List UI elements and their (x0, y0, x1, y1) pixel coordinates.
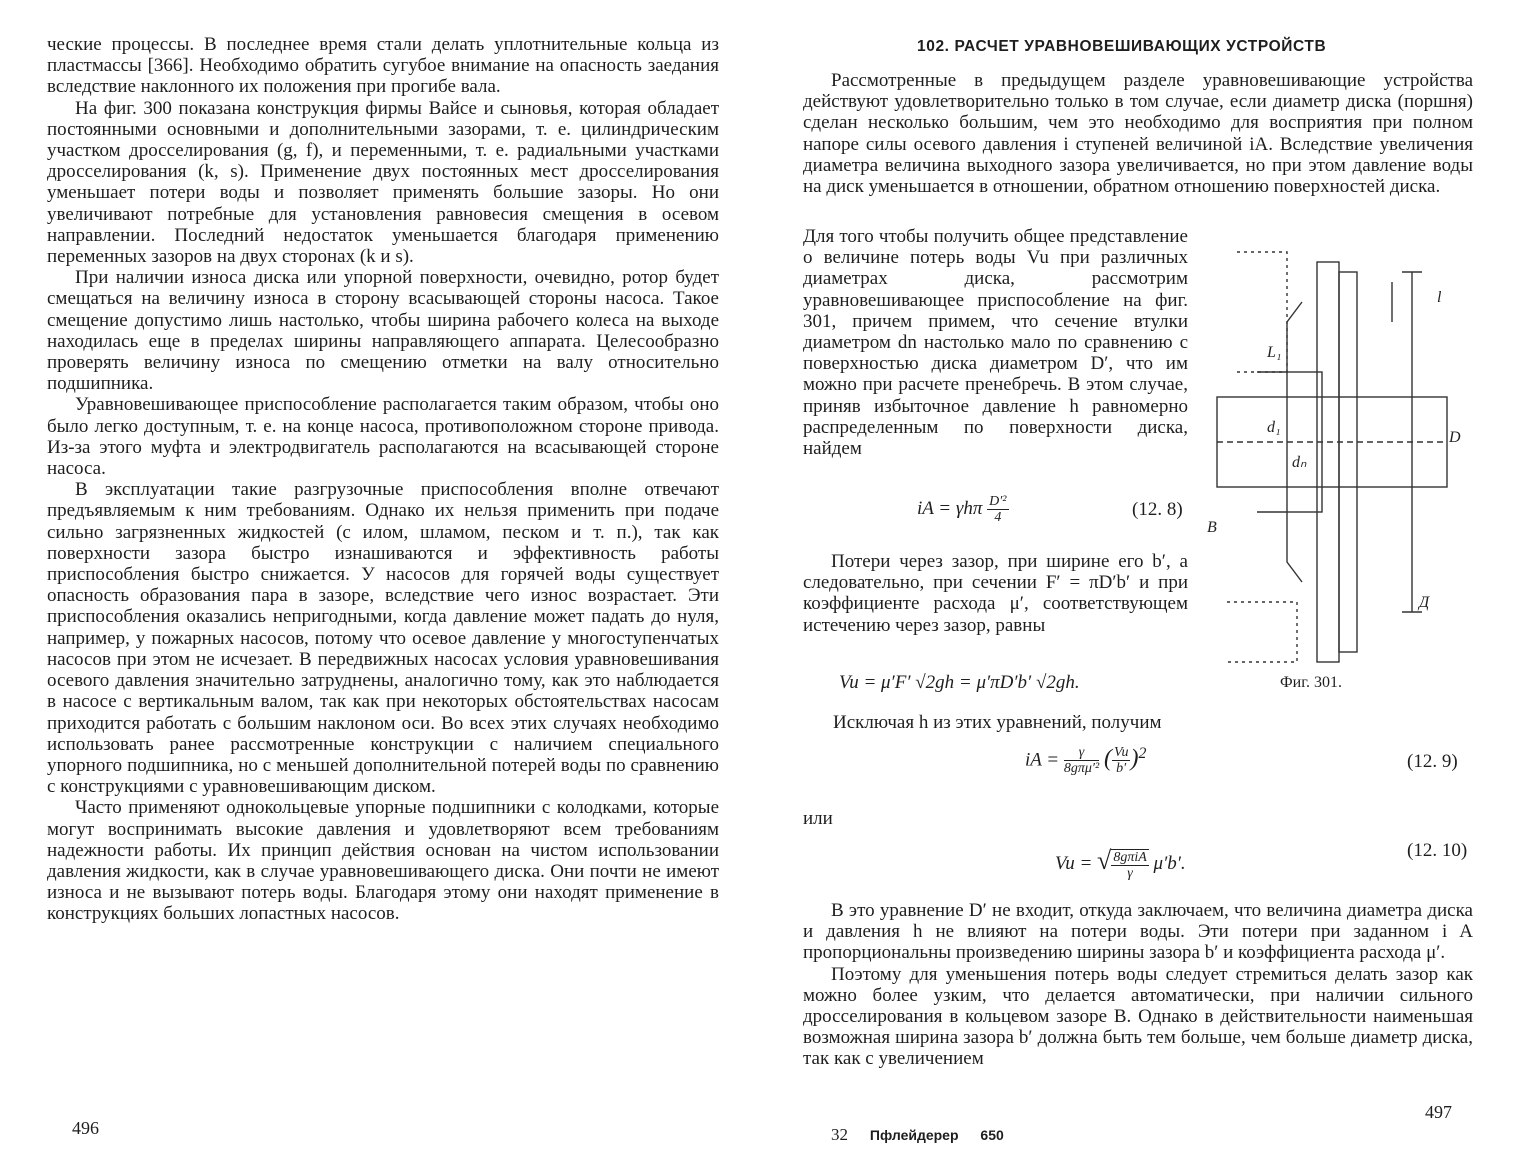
eq-tail: μ′b′. (1153, 853, 1186, 874)
paragraph: Исключая h из этих уравнений, получим (833, 712, 1162, 733)
figure-label: dₙ (1292, 454, 1307, 471)
figure-label: L₁ (1267, 344, 1282, 361)
fraction-denominator: 4 (994, 510, 1002, 525)
paragraph: Потери через зазор, при ширине его b′, а следовательно, при сечении F′ = πD′b′ и при коэффициенте расхода μ′, соответствующем истечению через зазор, равны (803, 551, 1188, 636)
equation-12-8 (917, 494, 1009, 525)
bottom-text-block (803, 900, 1473, 1070)
eq-paren-fraction (1112, 745, 1131, 776)
left-page (0, 0, 757, 1162)
paragraph: При наличии износа диска или упорной поверхности, очевидно, ротор будет смещаться на величину износа в сторону всасывающей стороны насоса. Такое смещение допустимо лишь настолько, чтобы ширина рабочего колеса на выходе находилась еще в пределах ширины направляющего аппарата. Целесообразно проверять величину износа по смещению отметки на валу относительно подшипника. (47, 267, 719, 395)
fraction-denominator: 8gπμ′² (1063, 761, 1100, 777)
narrow-text-block-2 (803, 551, 1188, 636)
fraction-numerator: Vu (1113, 745, 1129, 761)
paragraph: В это уравнение D′ не входит, откуда заключаем, что величина диаметра диска и давления h не влияют на потери воды. Эти потери при заданном i A пропорциональны произведению ширины зазора b′ и коэффициента расхода μ′. (803, 900, 1473, 964)
paragraph: Уравновешивающее приспособление располагается таким образом, чтобы оно было легко доступным, т. е. на конце насоса, противоположном стороне привода. Из-за этого муфта и электродвигатель располагаются на всасывающей стороне насоса. (47, 394, 719, 480)
figure-label: Д (1419, 594, 1430, 611)
figure-caption: Фиг. 301. (1280, 674, 1342, 691)
figure-label: B (1207, 519, 1217, 536)
page-number-right: 497 (1425, 1102, 1452, 1122)
narrow-text-block (803, 226, 1188, 459)
signature-number: 32 (831, 1125, 848, 1144)
connective-word: или (803, 808, 833, 829)
eq-fraction (987, 494, 1008, 525)
equation-12-10: Vu = √ $\frac{\text{8gπiA}}{\gamma}$ μ′b′. (1055, 846, 1186, 881)
figure-301-diagram (1197, 232, 1482, 672)
eq-lhs: iA = γhπ (917, 497, 983, 519)
figure-label: d₁ (1267, 419, 1281, 436)
paragraph: Часто применяют однокольцевые упорные подшипники с колодками, которые могут воспринимать высокие давления и удовлетворяют всем требованиям надежности работы. Их принцип действия основан на чистом использовании давления жидкости, как в случае уравновешивающего диска. Они почти не имеют износа и не вызывают потерь воды. Благодаря этому они находят применение в конструкциях больших лопастных насосов. (47, 797, 719, 925)
signature-code: 650 (980, 1127, 1004, 1143)
equation-number: (12. 9) (1407, 751, 1458, 772)
signature-footer (831, 1125, 1022, 1145)
paragraph: В эксплуатации такие разгрузочные приспособления вполне отвечают предъявляемым к ним требованиям. Однако их нельзя применить при подаче сильно загрязненных жидкостей (с илом, шламом, песком и т. п.), так как поверхности зазора быстро изнашиваются и эффективность работы приспособления быстро снижается. У насосов для горячей воды существует опасность образования пара в зазоре, вследствие чего износ возрастает. Эти приспособления оказались непригодными, когда давление может падать до нуля, например, у пожарных насосов, потому что осевое давление у многоступенчатых насосов при этом не исчезает. В передвижных насосах условия уравновешивания осевого давления значительно затруднены, аналогично тому, как это наблюдается в насосе с вертикальным валом, так как при некоторых обстоятельствах насосам приходится работать с большим наклоном оси. Во всех этих случаях необходимо использовать ранее рассмотренные конструкции с наличием специального упорного подшипника, но с меньшей дополнительной потерей воды по сравнению с конструкциями с уравновешивающим диском. (47, 479, 719, 798)
fraction-numerator: γ (1064, 745, 1099, 761)
equation-number: (12. 10) (1407, 840, 1468, 861)
equation-12-9: iA = $\frac{\gamma}{\text{8gπμ′²}}$ ( $\frac{Vu}{b'}$ )$^2$ (1025, 745, 1147, 777)
paragraph: На фиг. 300 показана конструкция фирмы Вайсе и сыновья, которая обладает постоянными основными и дополнительными зазорами, т. е. цилиндрическим участком дросселирования (g, f), и переменными, т. е. радиальными участками дросселирования (k, s). Применение двух постоянных мест дросселирования уменьшает потери воды и позволяет применять большие зазоры. Но они увеличивают потребные для установления равновесия смещения в осевом направлении. Последний недостаток уменьшается благодаря применению переменных зазоров на двух сторонах (k и s). (47, 97, 719, 268)
left-text-column (47, 34, 719, 925)
intro-block (803, 70, 1473, 197)
paragraph: Поэтому для уменьшения потерь воды следует стремиться делать зазор как можно более узким, что делается автоматически, при наличии сильного дросселирования в кольцевом зазоре B. Однако в действительности наименьшая возможная ширина зазора b′ должна быть тем больше, чем больше диаметр диска, так как с увеличением (803, 963, 1473, 1070)
fraction-denominator: γ (1127, 865, 1133, 881)
fraction-denominator: b′ (1116, 761, 1127, 777)
paragraph: Для того чтобы получить общее представление о величине потерь воды Vu при различных диаметрах диска, рассмотрим уравновешивающее приспособление на фиг. 301, причем примем, что сечение втулки диаметром dn настолько мало по сравнению с поверхностью диска диаметром D′, что им можно при расчете пренебречь. В этом случае, приняв избыточное давление h равномерно распределенным по поверхности диска, найдем (803, 226, 1188, 460)
fraction-numerator: 8gπiA (1113, 849, 1147, 865)
figure-label: l (1437, 289, 1442, 306)
fraction-numerator: D′² (989, 494, 1007, 509)
eq-lhs: iA = (1025, 749, 1060, 771)
eq-power: 2 (1138, 745, 1147, 762)
equation-number: (12. 8) (1132, 499, 1183, 520)
page-number-left: 496 (72, 1118, 99, 1138)
eq-root-fraction (1111, 849, 1148, 881)
signature-author: Пфлейдерер (869, 1127, 959, 1143)
figure-label: D (1449, 429, 1461, 446)
eq-fraction (1064, 745, 1099, 776)
eq-lhs: Vu = (1055, 853, 1093, 874)
section-heading: 102. РАСЧЕТ УРАВНОВЕШИВАЮЩИХ УСТРОЙСТВ (917, 38, 1327, 55)
paragraph: ческие процессы. В последнее время стали делать уплотнительные кольца из пластмассы [366]. Необходимо обратить сугубое внимание на опасность заедания вследствие наклонного их положения при прогибе вала. (47, 34, 719, 98)
paragraph: Рассмотренные в предыдущем разделе уравновешивающие устройства действуют удовлетворительно только в том случае, если диаметр диска (поршня) сделан несколько большим, чем это необходимо для восприятия при полном напоре силы осевого давления i ступеней величиной iA. Вследствие увеличения диаметра величина выходного зазора увеличивается, но при этом давление воды на диск уменьшается в отношении, обратном отношению поверхностей диска. (803, 70, 1473, 198)
right-page (757, 0, 1515, 1162)
equation-vu: Vu = μ′F′ √2gh = μ′πD′b′ √2gh. (839, 672, 1080, 693)
